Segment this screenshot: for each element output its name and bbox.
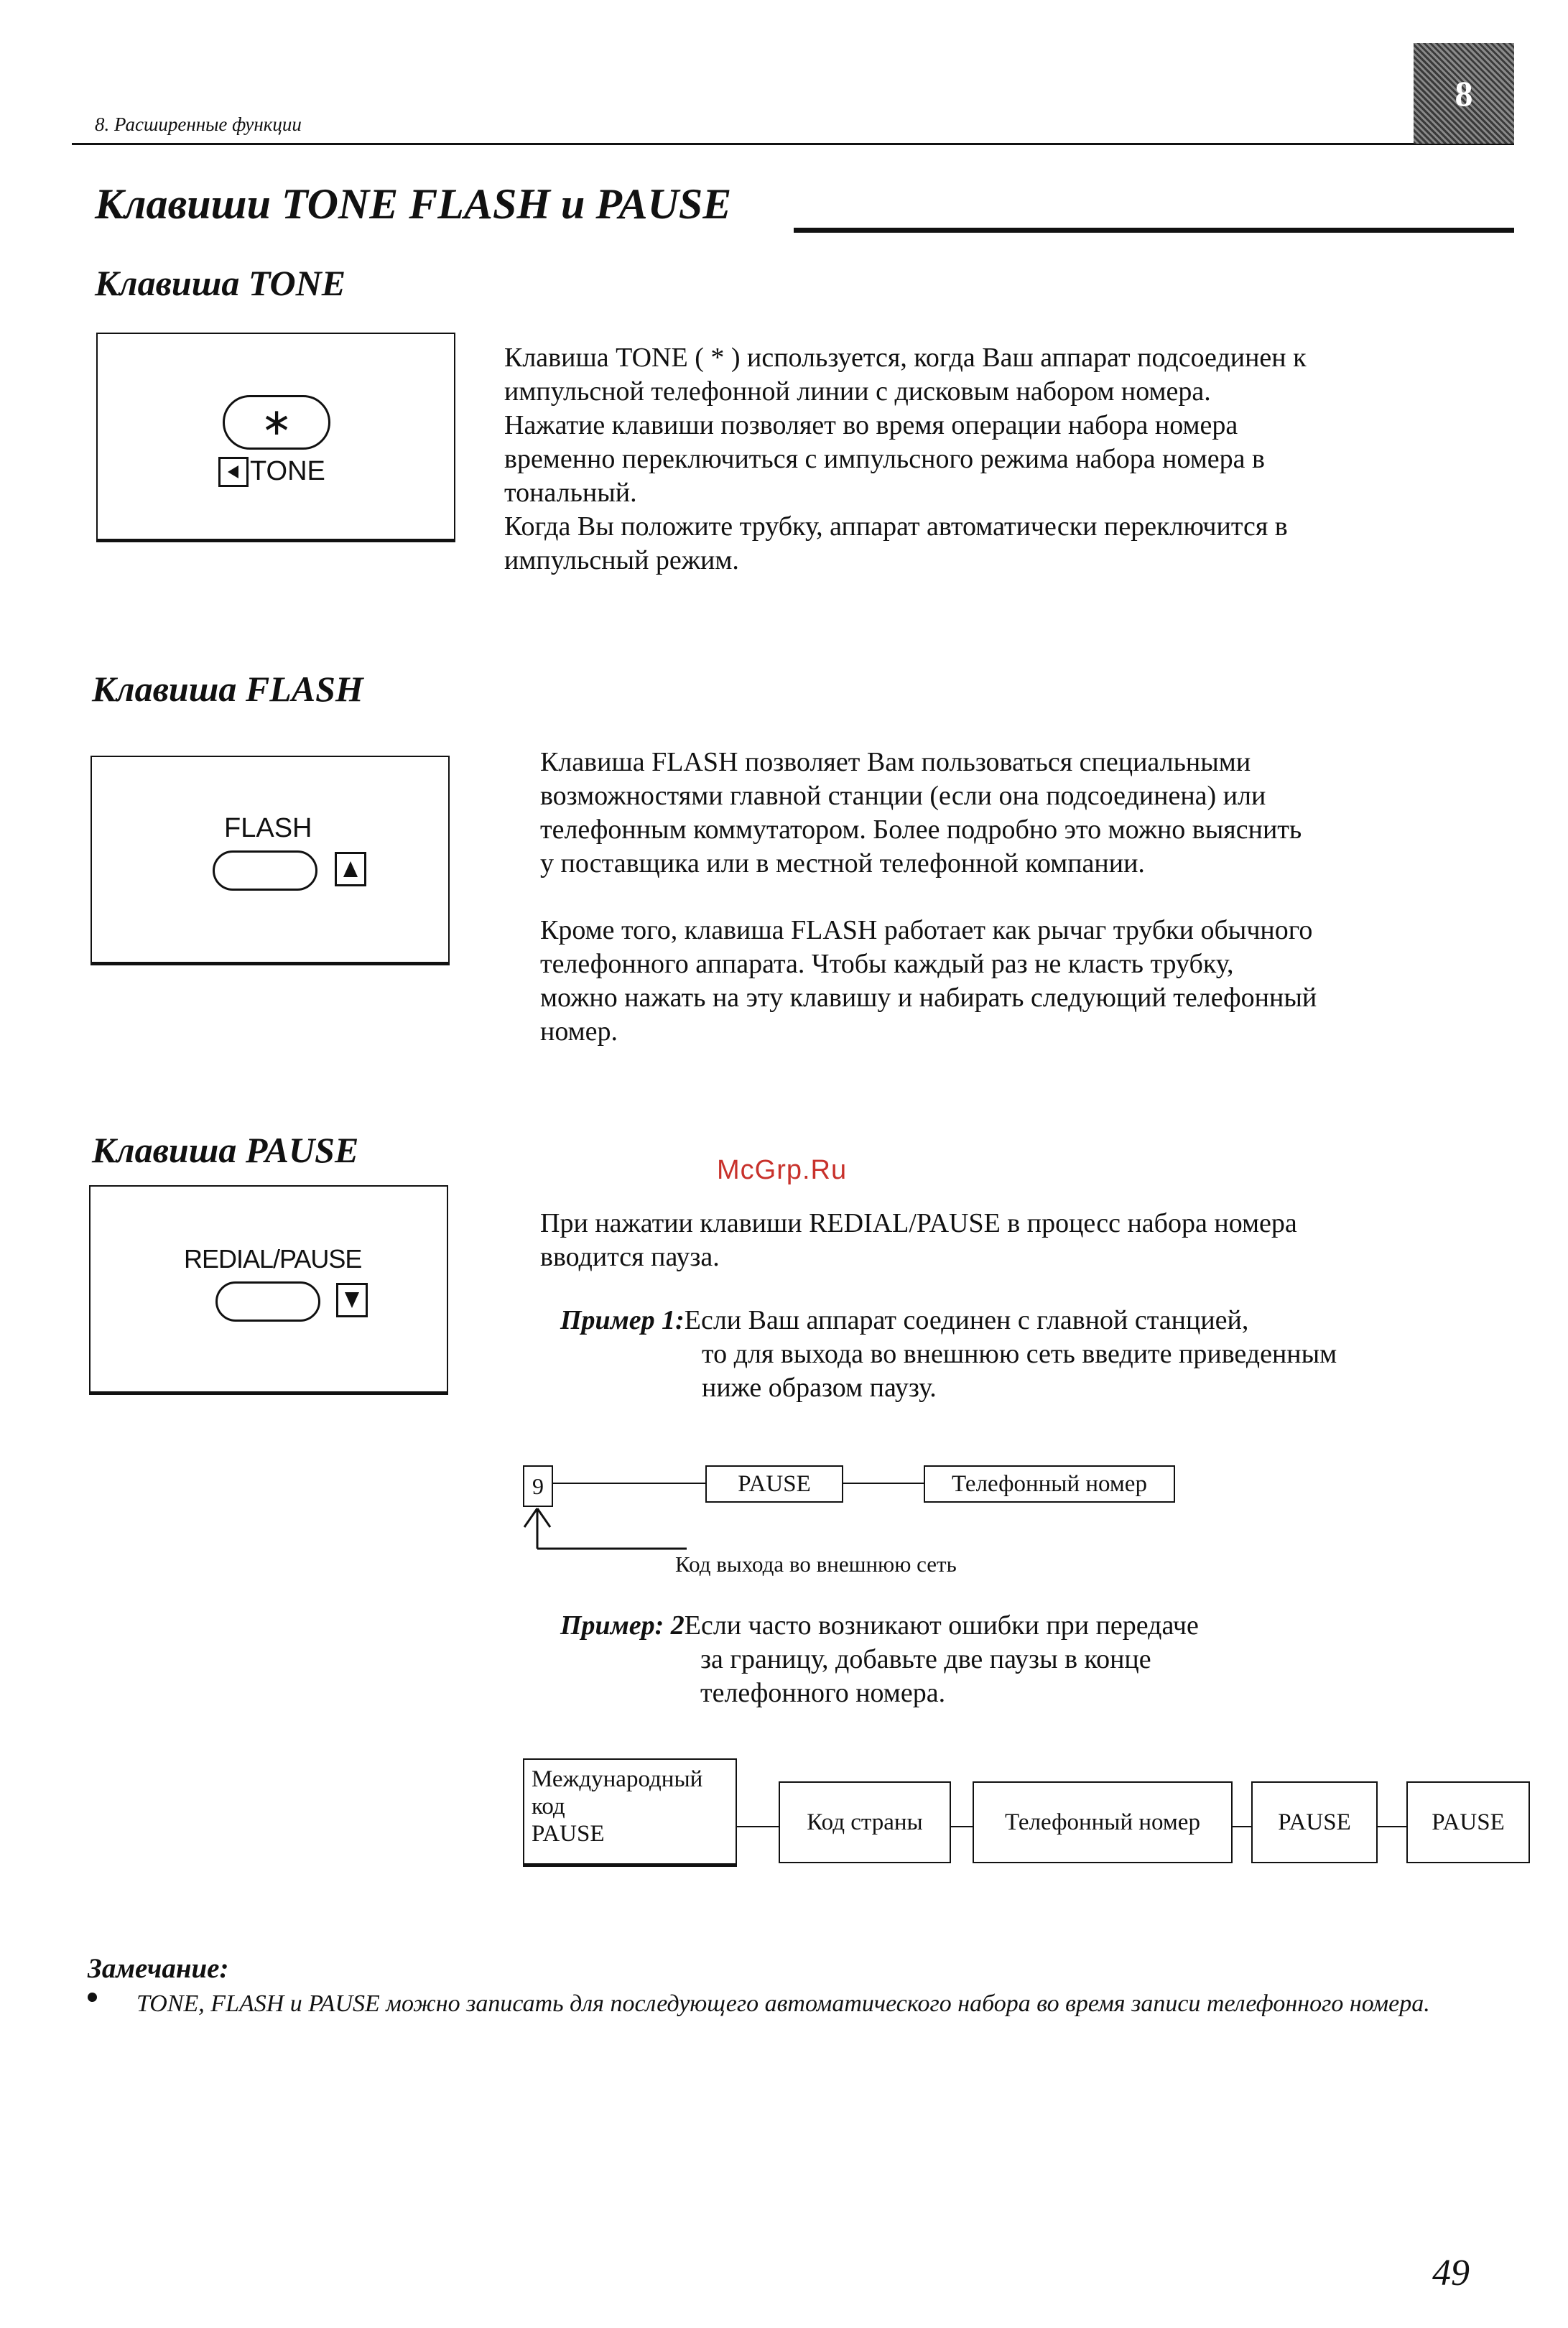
pause-intro: [540, 1207, 1297, 1274]
pause-key-illustration: [89, 1185, 448, 1393]
tone-key-label: TONE: [250, 456, 325, 486]
example1-first-line: [560, 1304, 1337, 1337]
left-arrow-icon: [218, 457, 249, 487]
example1: [560, 1304, 1337, 1405]
diagram-box-country-code: Код страны: [779, 1781, 951, 1863]
text-line: телефонного номера.: [700, 1678, 946, 1708]
box-line: код: [532, 1794, 565, 1819]
text-line: При нажатии клавиши REDIAL/PAUSE в процесс набора номера: [540, 1208, 1297, 1238]
connector-line: [843, 1483, 924, 1484]
flash-key-button: [213, 850, 317, 891]
dial-sequence-diagram-1: [523, 1465, 1169, 1580]
text-line: номер.: [540, 1016, 618, 1047]
diagram-box-phone-number: Телефонный номер: [973, 1781, 1233, 1863]
note-text: TONE, FLASH и PAUSE можно записать для последующего автоматического набора во время записи телефонного номера.: [136, 1990, 1430, 2017]
connector-line: [553, 1483, 705, 1484]
tone-key-button: [223, 395, 330, 450]
flash-key-illustration: [91, 756, 450, 963]
diagram-box-pause: PAUSE: [705, 1465, 843, 1503]
text-line: Если Ваш аппарат соединен с главной станцией,: [684, 1305, 1249, 1335]
tone-description: [504, 341, 1307, 578]
text-line: Клавиша FLASH позволяет Вам пользоваться специальными: [540, 747, 1251, 777]
chapter-tab: [1414, 43, 1514, 144]
title-rule: [794, 228, 1514, 233]
flash-key-label: FLASH: [224, 813, 312, 843]
connector-line: [737, 1826, 779, 1827]
text-line: импульсной телефонной линии с дисковым набором номера.: [504, 376, 1211, 407]
text-line: вводится пауза.: [540, 1242, 720, 1272]
up-arrow-icon: [335, 852, 366, 886]
flash-description-2: [540, 914, 1317, 1049]
bullet-icon: [88, 1993, 97, 2002]
text-line: ниже образом паузу.: [702, 1373, 937, 1403]
pause-key-button: [215, 1281, 320, 1322]
text-line: Кроме того, клавиша FLASH работает как рычаг трубки обычного: [540, 915, 1313, 945]
diagram-box-pause-1: PAUSE: [1251, 1781, 1378, 1863]
text-line: то для выхода во внешнюю сеть введите приведенным: [702, 1339, 1337, 1369]
header-rule: [72, 143, 1514, 145]
tone-key-caption: [218, 456, 325, 487]
text-line: Если часто возникают ошибки при передаче: [684, 1610, 1199, 1641]
text-line: Клавиша TONE ( * ) используется, когда Ваш аппарат подсоединен к: [504, 343, 1307, 373]
text-line: Нажатие клавиши позволяет во время операции набора номера: [504, 410, 1238, 440]
text-line: можно нажать на эту клавишу и набирать следующий телефонный: [540, 983, 1317, 1013]
chapter-number: 8: [1455, 73, 1473, 113]
example1-label: Пример 1:: [560, 1305, 685, 1335]
asterisk-icon: ∗: [261, 402, 292, 443]
text-line: за границу, добавьте две паузы в конце: [700, 1644, 1151, 1674]
section-label: 8. Расширенные функции: [95, 113, 302, 135]
text-line: импульсный режим.: [504, 545, 739, 575]
text-line: временно переключиться с импульсного режима набора номера в: [504, 444, 1265, 474]
diagram-box-international-code: [523, 1758, 737, 1865]
diagram-box-9: 9: [523, 1465, 553, 1507]
example2-first-line: [560, 1609, 1199, 1643]
box-line: PAUSE: [532, 1821, 605, 1847]
connector-line: [1378, 1826, 1406, 1827]
pause-heading: Клавиша PAUSE: [92, 1130, 359, 1170]
box-line: Международный: [532, 1766, 703, 1792]
flash-description-1: [540, 746, 1302, 881]
diagram-box-pause-2: PAUSE: [1406, 1781, 1530, 1863]
pointer-arrow-icon: [523, 1507, 688, 1579]
down-arrow-icon: [336, 1283, 368, 1317]
text-line: телефонным коммутатором. Более подробно это можно выяснить: [540, 815, 1302, 845]
text-line: возможностями главной станции (если она подсоединена) или: [540, 781, 1266, 811]
page-title: Клавиши TONE FLASH и PAUSE: [95, 180, 732, 228]
text-line: тональный.: [504, 478, 637, 508]
diagram-caption: Код выхода во внешнюю сеть: [675, 1552, 957, 1577]
text-line: Когда Вы положите трубку, аппарат автоматически переключится в: [504, 511, 1288, 542]
tone-heading: Клавиша TONE: [95, 263, 346, 303]
note-title: Замечание:: [88, 1953, 229, 1984]
text-line: телефонного аппарата. Чтобы каждый раз не класть трубку,: [540, 949, 1234, 979]
connector-line: [1233, 1826, 1251, 1827]
flash-heading: Клавиша FLASH: [92, 669, 363, 709]
page-number: 49: [1432, 2253, 1470, 2294]
pause-key-label: REDIAL/PAUSE: [184, 1244, 362, 1274]
text-line: у поставщика или в местной телефонной компании.: [540, 848, 1145, 878]
example2: [560, 1609, 1199, 1710]
watermark: McGrp.Ru: [717, 1155, 848, 1185]
dial-sequence-diagram-2: [523, 1758, 1507, 1866]
diagram-box-phone-number: Телефонный номер: [924, 1465, 1175, 1503]
example2-label: Пример: 2: [560, 1610, 685, 1641]
connector-line: [951, 1826, 973, 1827]
tone-key-illustration: [96, 333, 455, 540]
